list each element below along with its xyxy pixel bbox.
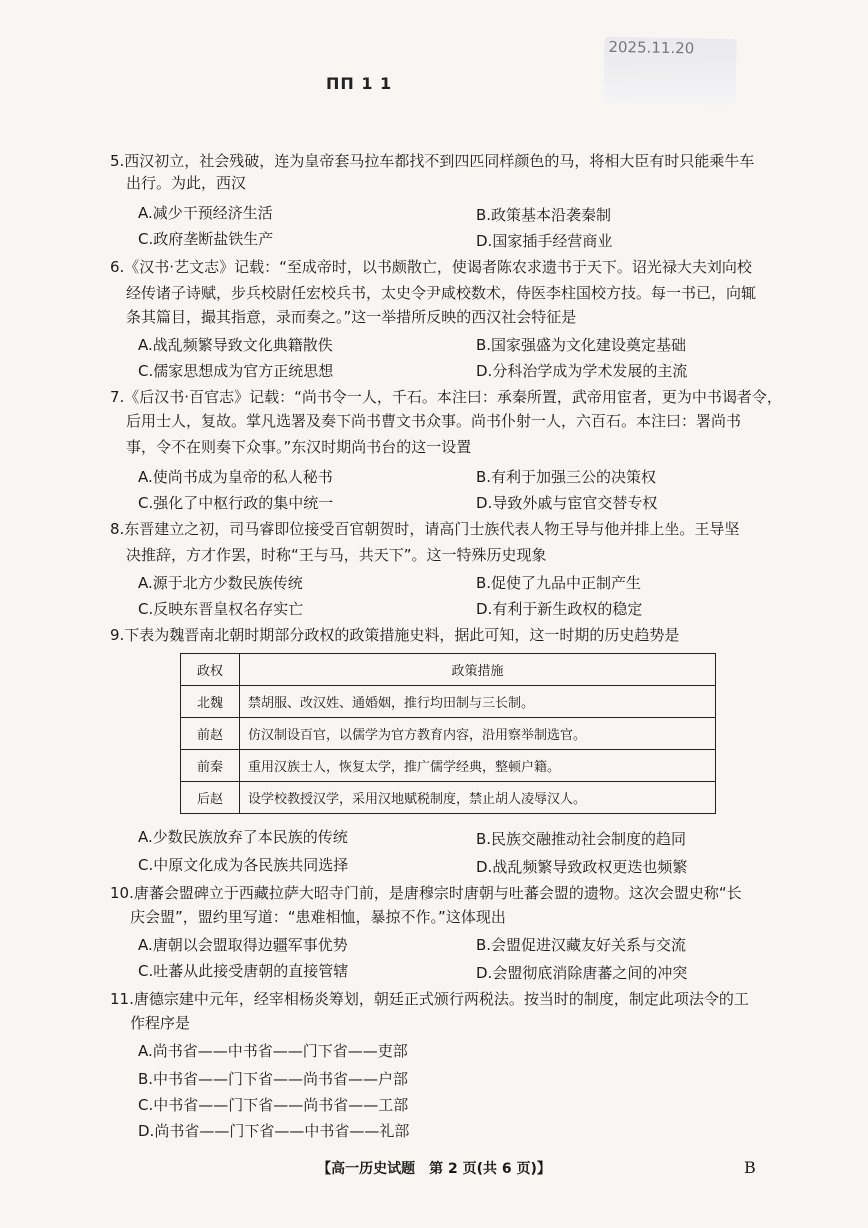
q8-option-d: D.有利于新生政权的稳定 — [476, 600, 643, 618]
page-footer: 【高一历史试题 第 2 页(共 6 页)】 — [317, 1161, 551, 1177]
q10-option-b: B.会盟促进汉藏友好关系与交流 — [476, 936, 687, 954]
q5-option-d: D.国家插手经营商业 — [476, 232, 613, 250]
q9-option-c: C.中原文化成为各民族共同选择 — [138, 856, 349, 874]
version-label: B — [744, 1158, 756, 1177]
date-stamp — [603, 37, 736, 105]
q7-stem-line-2: 后用士人，复故。掌凡选署及奏下尚书曹文书众事。尚书仆射一人，六百石。本注曰：署尚书 — [126, 412, 742, 430]
q6-option-c: C.儒家思想成为官方正统思想 — [138, 362, 334, 380]
q6-option-a: A.战乱频繁导致文化典籍散佚 — [138, 336, 333, 354]
table-cell-regime: 前赵 — [181, 718, 240, 750]
table-header-policy: 政策措施 — [240, 654, 716, 686]
table-cell-regime: 前秦 — [181, 750, 240, 782]
q10-option-c: C.吐蕃从此接受唐朝的直接管辖 — [138, 962, 349, 980]
q6-stem-line-2: 经传诸子诗赋，步兵校尉任宏校兵书，太史令尹咸校数术，侍医李柱国校方技。每一书已，向辄 — [126, 284, 757, 302]
q9-option-b: B.民族交融推动社会制度的趋同 — [476, 830, 687, 848]
q11-stem-line-2: 作程序是 — [130, 1014, 191, 1032]
q6-stem-line-3: 条其篇目，撮其指意，录而奏之。”这一举措所反映的西汉社会特征是 — [126, 308, 577, 326]
table-row — [181, 782, 716, 814]
table-row — [181, 718, 716, 750]
q10-stem-line-2: 庆会盟”，盟约里写道：“患难相恤，暴掠不作。”这体现出 — [130, 908, 506, 926]
q10-option-d: D.会盟彻底消除唐蕃之间的冲突 — [476, 964, 688, 982]
q7-option-a: A.使尚书成为皇帝的私人秘书 — [138, 468, 333, 486]
table-cell-policy: 禁胡服、改汉姓、通婚姻，推行均田制与三长制。 — [240, 686, 716, 718]
q5-stem-line-1: 5.西汉初立，社会残破，连为皇帝套马拉车都找不到四匹同样颜色的马，将相大臣有时只能乘牛车 — [110, 152, 755, 170]
q8-option-b: B.促使了九品中正制产生 — [476, 574, 642, 592]
q6-option-d: D.分科治学成为学术发展的主流 — [476, 362, 688, 380]
q11-stem-line-1: 11.唐德宗建中元年，经宰相杨炎筹划，朝廷正式颁行两税法。按当时的制度，制定此项法令的工 — [110, 990, 749, 1008]
q5-option-a: A.减少干预经济生活 — [138, 204, 273, 222]
q5-option-b: B.政策基本沿袭秦制 — [476, 206, 612, 224]
q7-stem-line-3: 事，令不在则奏下众事。”东汉时期尚书台的这一设置 — [126, 438, 472, 456]
q11-option-b: B.中书省——门下省——尚书省——户部 — [138, 1070, 409, 1088]
q6-option-b: B.国家强盛为文化建设奠定基础 — [476, 336, 687, 354]
q5-option-c: C.政府垄断盐铁生产 — [138, 230, 274, 248]
date-stamp-text: 2025.11.20 — [608, 37, 695, 58]
table-cell-policy: 仿汉制设百官，以儒学为官方教育内容，沿用察举制选官。 — [240, 718, 716, 750]
q7-option-d: D.导致外戚与宦官交替专权 — [476, 494, 658, 512]
table-row — [181, 750, 716, 782]
q9-option-d: D.战乱频繁导致政权更迭也频繁 — [476, 858, 688, 876]
q8-stem-line-2: 决推辞，方才作罢，时称“王与马，共天下”。这一特殊历史现象 — [126, 546, 547, 564]
q10-stem-line-1: 10.唐蕃会盟碑立于西藏拉萨大昭寺门前，是唐穆宗时唐朝与吐蕃会盟的遗物。这次会盟史称“长 — [110, 884, 742, 902]
table-header-row — [181, 654, 716, 686]
q8-stem-line-1: 8.东晋建立之初，司马睿即位接受百官朝贺时，请高门士族代表人物王导与他并排上坐。王导坚 — [110, 520, 740, 538]
table-cell-regime: 北魏 — [181, 686, 240, 718]
q11-option-a: A.尚书省——中书省——门下省——吏部 — [138, 1042, 408, 1060]
q11-option-d: D.尚书省——门下省——中书省——礼部 — [138, 1122, 410, 1140]
table-row — [181, 686, 716, 718]
table-header-regime: 政权 — [181, 654, 240, 686]
table-cell-policy: 设学校教授汉学，采用汉地赋税制度，禁止胡人凌辱汉人。 — [240, 782, 716, 814]
q7-stem-line-1: 7.《后汉书·百官志》记载：“尚书令一人，千石。本注曰：承秦所置，武帝用宦者，更为中书谒者令， — [110, 388, 782, 406]
table-cell-regime: 后赵 — [181, 782, 240, 814]
q7-option-c: C.强化了中枢行政的集中统一 — [138, 494, 334, 512]
q6-stem-line-1: 6.《汉书·艺文志》记载：“至成帝时，以书颇散亡，使谒者陈农求遗书于天下。诏光禄大夫刘向校 — [110, 258, 752, 276]
q7-option-b: B.有利于加强三公的决策权 — [476, 468, 657, 486]
q5-stem-line-2: 出行。为此，西汉 — [126, 174, 247, 192]
q8-option-a: A.源于北方少数民族传统 — [138, 574, 303, 592]
q9-stem-line-1: 9.下表为魏晋南北朝时期部分政权的政策措施史料，据此可知，这一时期的历史趋势是 — [110, 626, 680, 644]
q8-option-c: C.反映东晋皇权名存实亡 — [138, 600, 304, 618]
policy-table — [180, 653, 716, 814]
table-cell-policy: 重用汉族士人，恢复太学，推广儒学经典，整顿户籍。 — [240, 750, 716, 782]
q9-option-a: A.少数民族放弃了本民族的传统 — [138, 828, 348, 846]
q11-option-c: C.中书省——门下省——尚书省——工部 — [138, 1096, 409, 1114]
page-mark: ПП 1 1 — [326, 74, 393, 93]
q10-option-a: A.唐朝以会盟取得边疆军事优势 — [138, 936, 348, 954]
